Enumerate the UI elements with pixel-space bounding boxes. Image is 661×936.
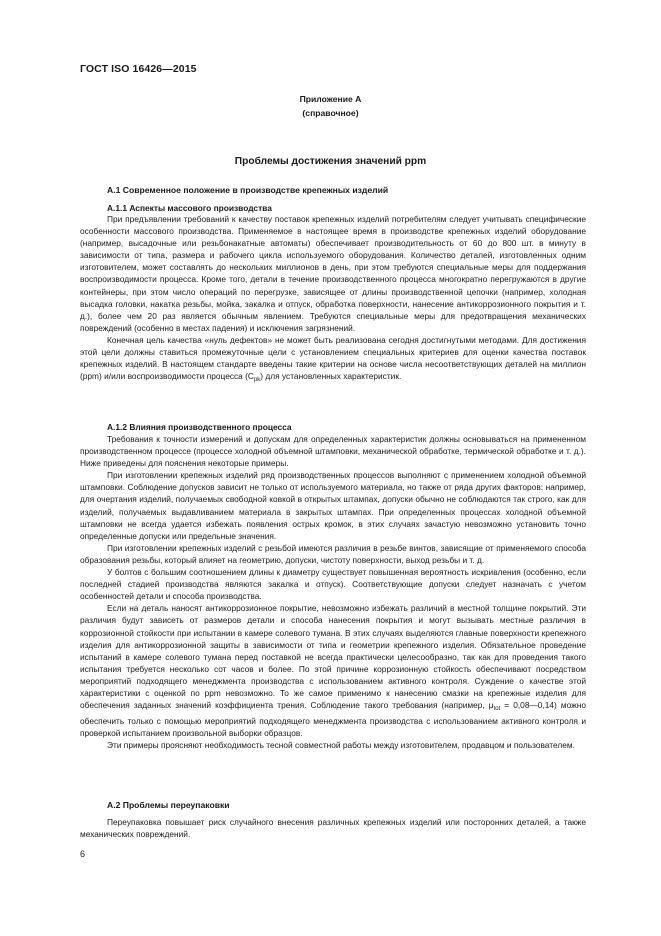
appendix-title: Проблемы достижения значений ppm bbox=[234, 156, 427, 167]
paragraph: При изготовлении крепежных изделий с резьбой имеются различия в резьбе винтов, зависящие от применяемого способа образования резьбы, который влияет на геометрию, допуски, чистоту поверхности, выход резьбы и т. д. bbox=[80, 542, 586, 565]
section-a1-heading: А.1 Современное положение в производстве крепежных изделий bbox=[107, 185, 389, 195]
paragraph-text-end: = 0,08—0,14) можно обеспечить только с помощью мероприятий подходящего менеджмента производства с использованием активного контроля и проверкой испытанием произвольной выборки образцов. bbox=[80, 700, 586, 739]
section-a11-body bbox=[80, 213, 586, 386]
section-a12-heading: А.1.2 Влияния производственного процесса bbox=[107, 422, 292, 432]
paragraph: Переупаковка повышает риск случайного внесения различных крепежных изделий или посторонних деталей, а также механических повреждений. bbox=[80, 817, 586, 840]
paragraph-text: Конечная цель качества «нуль дефектов» не может быть реализована сегодня достигнутыми методами. Для достижения этой цели должны ставиться промежуточные цели с установлением специальных критериев для оценки качества поставок крепежных изделий. В настоящем стандарте введены такие критерии на основе числа несоответствующих деталей на миллион (ppm) и/или воспроизводимости процесса (C bbox=[80, 334, 586, 382]
paragraph-text-end: ) для установленных характеристик. bbox=[260, 371, 402, 382]
appendix-kind: (справочное) bbox=[302, 108, 359, 118]
paragraph: Требования к точности измерений и допускам для определенных характеристик должны основываться на примененном производственном процессе (процессе холодной объемной штамповки, механической обработке, термической обработке и т. д.). Ниже приведены для пояснения некоторые примеры. bbox=[80, 434, 586, 469]
paragraph bbox=[80, 602, 586, 739]
mu-subscript: tot bbox=[493, 706, 501, 713]
page-number: 6 bbox=[80, 849, 86, 859]
paragraph-text: Если на деталь наносят антикоррозионное покрытие, невозможно избежать различий в местной толщине покрытий. Эти различия будут зависеть от размеров детали и способа нанесения покрытия и могут вызывать местные различия в коррозионной стойкости при испытании в камере солевого тумана. В этих случаях выделяются главные поверхности крепежного изделия для антикоррозионной защиты в зависимости от типа и геометрии крепежного изделия. Обязательное проведение испытаний в камере солевого тумана перед поставкой не всегда практически целесообразно, так как для проведения такого испытания требуется несколько сот часов и более. По этой причине коррозионную стойкость обеспечивают посредством мероприятий подходящего менеджмента производства с использованием активного контроля. Суждение о качестве этой характеристики с оценкой по ppm невозможно. То же самое применимо к нанесению смазки на крепежные изделия для обеспечения заданных значений коэффициента трения. Соблюдение такого требования (например, μ bbox=[80, 603, 586, 711]
cpk-subscript: pk bbox=[253, 377, 261, 384]
section-a11-heading: А.1.1 Аспекты массового производства bbox=[107, 203, 272, 213]
document-code: ГОСТ ISO 16426—2015 bbox=[80, 63, 197, 75]
appendix-label: Приложение А bbox=[299, 94, 362, 104]
section-a12-body bbox=[80, 433, 586, 751]
paragraph: У болтов с большим соотношением длины к диаметру существует повышенная вероятность искривления (особенно, если последней стадией производства являются закалка и отпуск). Соответствующие допуски следует назначать с учетом особенностей детали и способа производства. bbox=[80, 567, 586, 602]
section-a2-body bbox=[80, 816, 586, 840]
paragraph: При предъявлении требований к качеству поставок крепежных изделий потребителям следует учитывать специфические особенности массового производства. Применяемое в настоящее время в производстве крепежных изделий оборудование (например, высадочные или резьбонакатные автоматы) обеспечивает производительность от 60 до 800 шт. в минуту в зависимости от типа, размера и рабочего цикла используемого оборудования. Количество деталей, изготовленных одним изготовителем, может составлять до нескольких миллионов в день, при этом требуются специальные меры для поддержания воспроизводимости процесса. Кроме того, детали в течение производственного процесса многократно перегружаются в другие контейнеры, при этом число операций по перегрузке, зависящее от длины производственной цепочки (например, холодная высадка головки, накатка резьбы, мойка, закалка и отпуск, обработка поверхности, нанесение антикоррозионного покрытия и т. д.), более чем 20 раз является обычным явлением. Требуются специальные меры для предотвращения механических повреждений (особенно в местах падения) и исключения загрязнений. bbox=[80, 214, 586, 333]
paragraph: Эти примеры проясняют необходимость тесной совместной работы между изготовителем, продавцом и пользователем. bbox=[107, 740, 575, 751]
paragraph bbox=[80, 334, 586, 386]
section-a2-heading: А.2 Проблемы переупаковки bbox=[107, 800, 230, 810]
paragraph: При изготовлении крепежных изделий ряд производственных процессов выполняют с применением холодной объемной штамповки. Соблюдение допусков зависит не только от используемого материала, но также от ряда других факторов: например, для очертания изделий, получаемых свободной ковкой в открытых штампах, допуски обычно не соблюдаются так строго, как для изделий, получаемых выдавливанием материала в закрытых штампах. При определенных процессах холодной объемной штамповки не всегда удается избежать появления острых кромок, в этих случаях зачастую невозможно установить точно определенные допуски или предельные значения. bbox=[80, 470, 586, 541]
